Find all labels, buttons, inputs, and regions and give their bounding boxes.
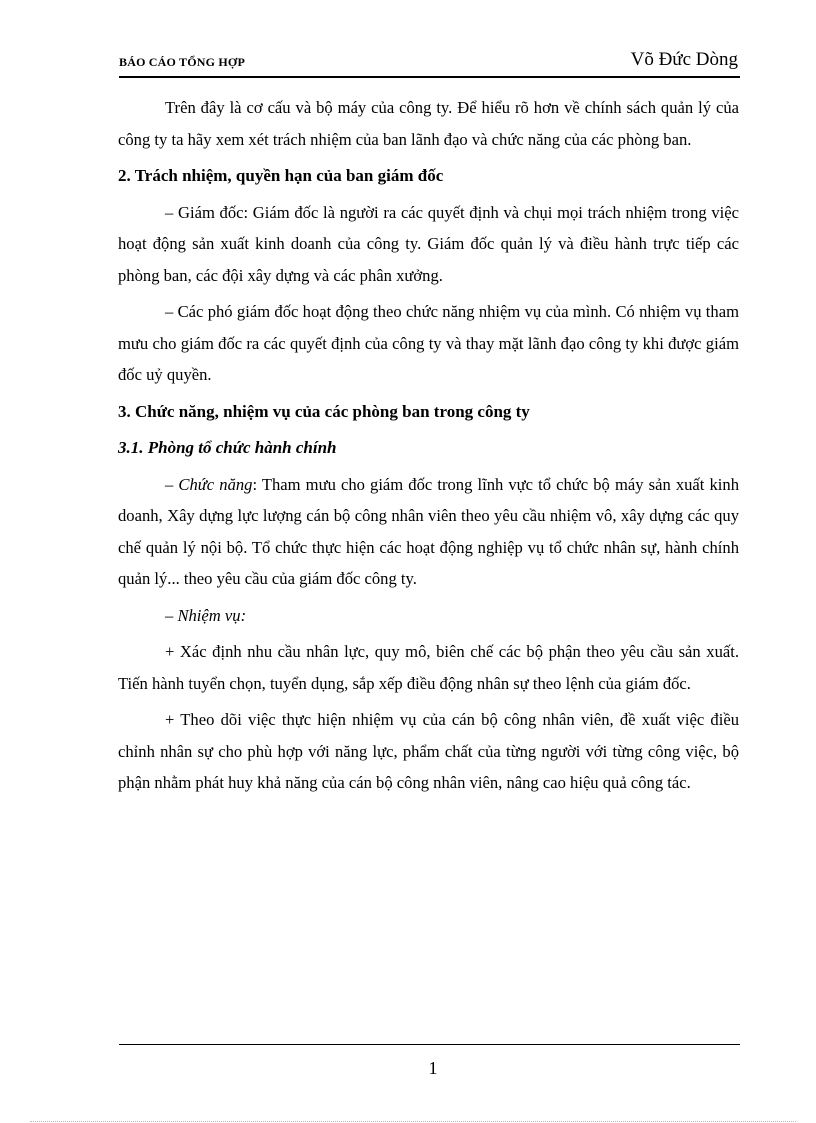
page-number: 1	[428, 1058, 438, 1078]
duty-item-1: + Xác định nhu cầu nhân lực, quy mô, biên chế các bộ phận theo yêu cầu sản xuất. Tiến hành tuyển chọn, tuyển dụng, sắp xếp điều động nhân sự theo lệnh của giám đốc.	[118, 642, 739, 693]
duty-label: – Nhiệm vụ:	[165, 605, 247, 625]
function-label: – Chức năng	[165, 474, 253, 494]
footer-rule	[119, 1044, 740, 1045]
duty-item-2: + Theo dõi việc thực hiện nhiệm vụ của cán bộ công nhân viên, đề xuất việc điều chỉnh nhân sự cho phù hợp với năng lực, phẩm chất của từng người với từng công việc, bộ phận nhằm phát huy khả năng của cán bộ công nhân viên, nâng cao hiệu quả công tác.	[118, 710, 739, 792]
duty-label-paragraph	[118, 600, 739, 632]
director-paragraph: – Giám đốc: Giám đốc là người ra các quyết định và chụi mọi trách nhiệm trong việc hoạt động sản xuất kinh doanh của công ty. Giám đốc quản lý và điều hành trực tiếp các phòng ban, các đội xây dựng và các phân xưởng.	[118, 202, 739, 285]
function-paragraph	[118, 469, 739, 595]
section-3-heading: 3. Chức năng, nhiệm vụ của các phòng ban trong công ty	[118, 401, 530, 421]
section-3-1-heading: 3.1. Phòng tổ chức hành chính	[118, 438, 337, 457]
report-title: BÁO CÁO TỔNG HỢP	[119, 55, 245, 69]
section-2-heading: 2. Trách nhiệm, quyền hạn của ban giám đốc	[118, 166, 444, 185]
intro-paragraph: Trên đây là cơ cấu và bộ máy của công ty. Để hiểu rõ hơn về chính sách quản lý của công ty ta hãy xem xét trách nhiệm của ban lãnh đạo và chức năng của các phòng ban.	[118, 98, 739, 149]
page-edge-divider	[30, 1121, 796, 1122]
deputy-director-paragraph: – Các phó giám đốc hoạt động theo chức năng nhiệm vụ của mình. Có nhiệm vụ tham mưu cho giám đốc ra các quyết định của công ty và thay mặt lãnh đạo công ty khi được giám đốc uỷ quyền.	[118, 302, 739, 384]
document-body	[118, 92, 739, 804]
page-header	[119, 44, 740, 78]
author-name: Võ Đức Dòng	[630, 49, 738, 70]
function-text: : Tham mưu cho giám đốc trong lĩnh vực tổ chức bộ máy sản xuất kinh doanh, Xây dựng lực lượng cán bộ công nhân viên theo yêu cầu nhiệm vô, xây dựng các quy chế quản lý nội bộ. Tổ chức thực hiện các hoạt động nghiệp vụ tổ chức nhân sự, hành chính quản lý... theo yêu cầu của giám đốc công ty.	[118, 474, 739, 588]
